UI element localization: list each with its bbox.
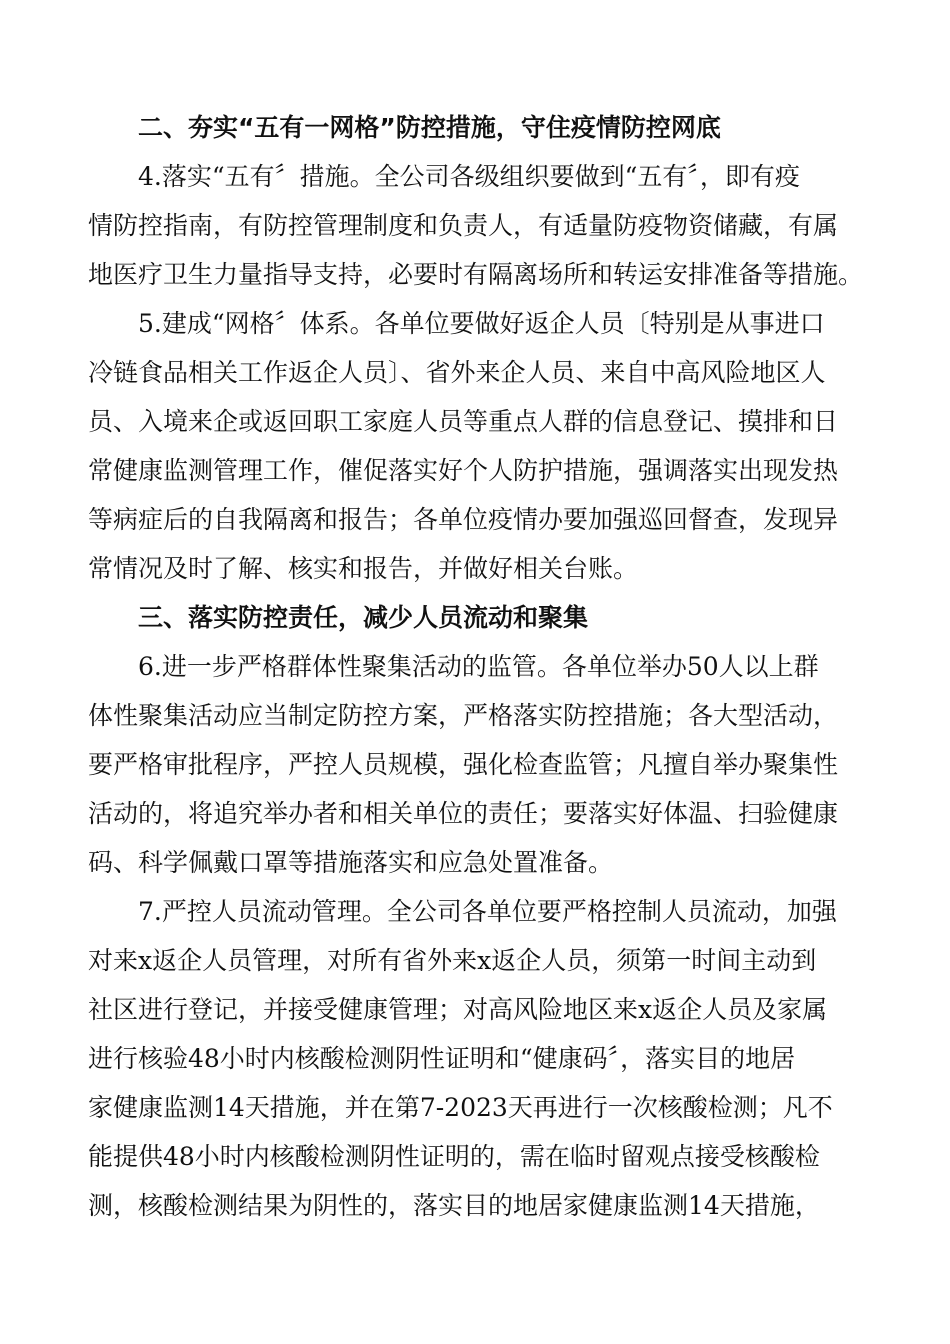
- text-line: 对来x返企人员管理，对所有省外来x返企人员，须第一时间主动到: [88, 946, 817, 975]
- text-line: 5.建成“网格〞体系。各单位要做好返企人员〔特别是从事进口: [138, 309, 825, 338]
- section-heading-3: 三、落实防控责任，减少人员流动和聚集: [138, 603, 589, 632]
- paragraph-item-7: [88, 887, 868, 1230]
- text-line: 情防控指南，有防控管理制度和负责人，有适量防疫物资储藏，有属: [88, 211, 839, 240]
- text-line: 活动的，将追究举办者和相关单位的责任；要落实好体温、扫验健康: [88, 799, 839, 828]
- text-line: 员、入境来企或返回职工家庭人员等重点人群的信息登记、摸排和日: [88, 407, 839, 436]
- text-line: 7.严控人员流动管理。全公司各单位要严格控制人员流动，加强: [138, 897, 837, 926]
- text-line: 冷链食品相关工作返企人员〕、省外来企人员、来自中高风险地区人: [88, 358, 826, 387]
- text-line: 地医疗卫生力量指导支持，必要时有隔离场所和转运安排准备等措施。: [88, 260, 864, 289]
- text-line: 家健康监测14天措施，并在第7-2023天再进行一次核酸检测；凡不: [88, 1093, 833, 1122]
- text-line: 进行核验48小时内核酸检测阴性证明和“健康码〞，落实目的地居: [88, 1044, 796, 1073]
- paragraph-item-6: [88, 642, 868, 887]
- text-line: 常情况及时了解、核实和报告，并做好相关台账。: [88, 554, 639, 583]
- paragraph-item-5: [88, 299, 868, 593]
- text-line: 体性聚集活动应当制定防控方案，严格落实防控措施；各大型活动，: [88, 701, 839, 730]
- text-line: 等病症后的自我隔离和报告；各单位疫情办要加强巡回督查，发现异: [88, 505, 839, 534]
- text-line: 测，核酸检测结果为阴性的，落实目的地居家健康监测14天措施，: [88, 1191, 820, 1220]
- paragraph-item-4: [88, 152, 868, 299]
- text-line: 6.进一步严格群体性聚集活动的监管。各单位举办50人以上群: [138, 652, 819, 681]
- text-line: 4.落实“五有〞措施。全公司各级组织要做到“五有〞，即有疫: [138, 162, 800, 191]
- text-line: 码、科学佩戴口罩等措施落实和应急处置准备。: [88, 848, 614, 877]
- text-line: 社区进行登记，并接受健康管理；对高风险地区来x返企人员及家属: [88, 995, 828, 1024]
- text-line: 要严格审批程序，严控人员规模，强化检查监管；凡擅自举办聚集性: [88, 750, 839, 779]
- text-line: 能提供48小时内核酸检测阴性证明的，需在临时留观点接受核酸检: [88, 1142, 820, 1171]
- document-page: [88, 103, 868, 1230]
- text-line: 常健康监测管理工作，催促落实好个人防护措施，强调落实出现发热: [88, 456, 839, 485]
- section-heading-2: 二、夯实“五有一网格”防控措施，守住疫情防控网底: [138, 113, 721, 142]
